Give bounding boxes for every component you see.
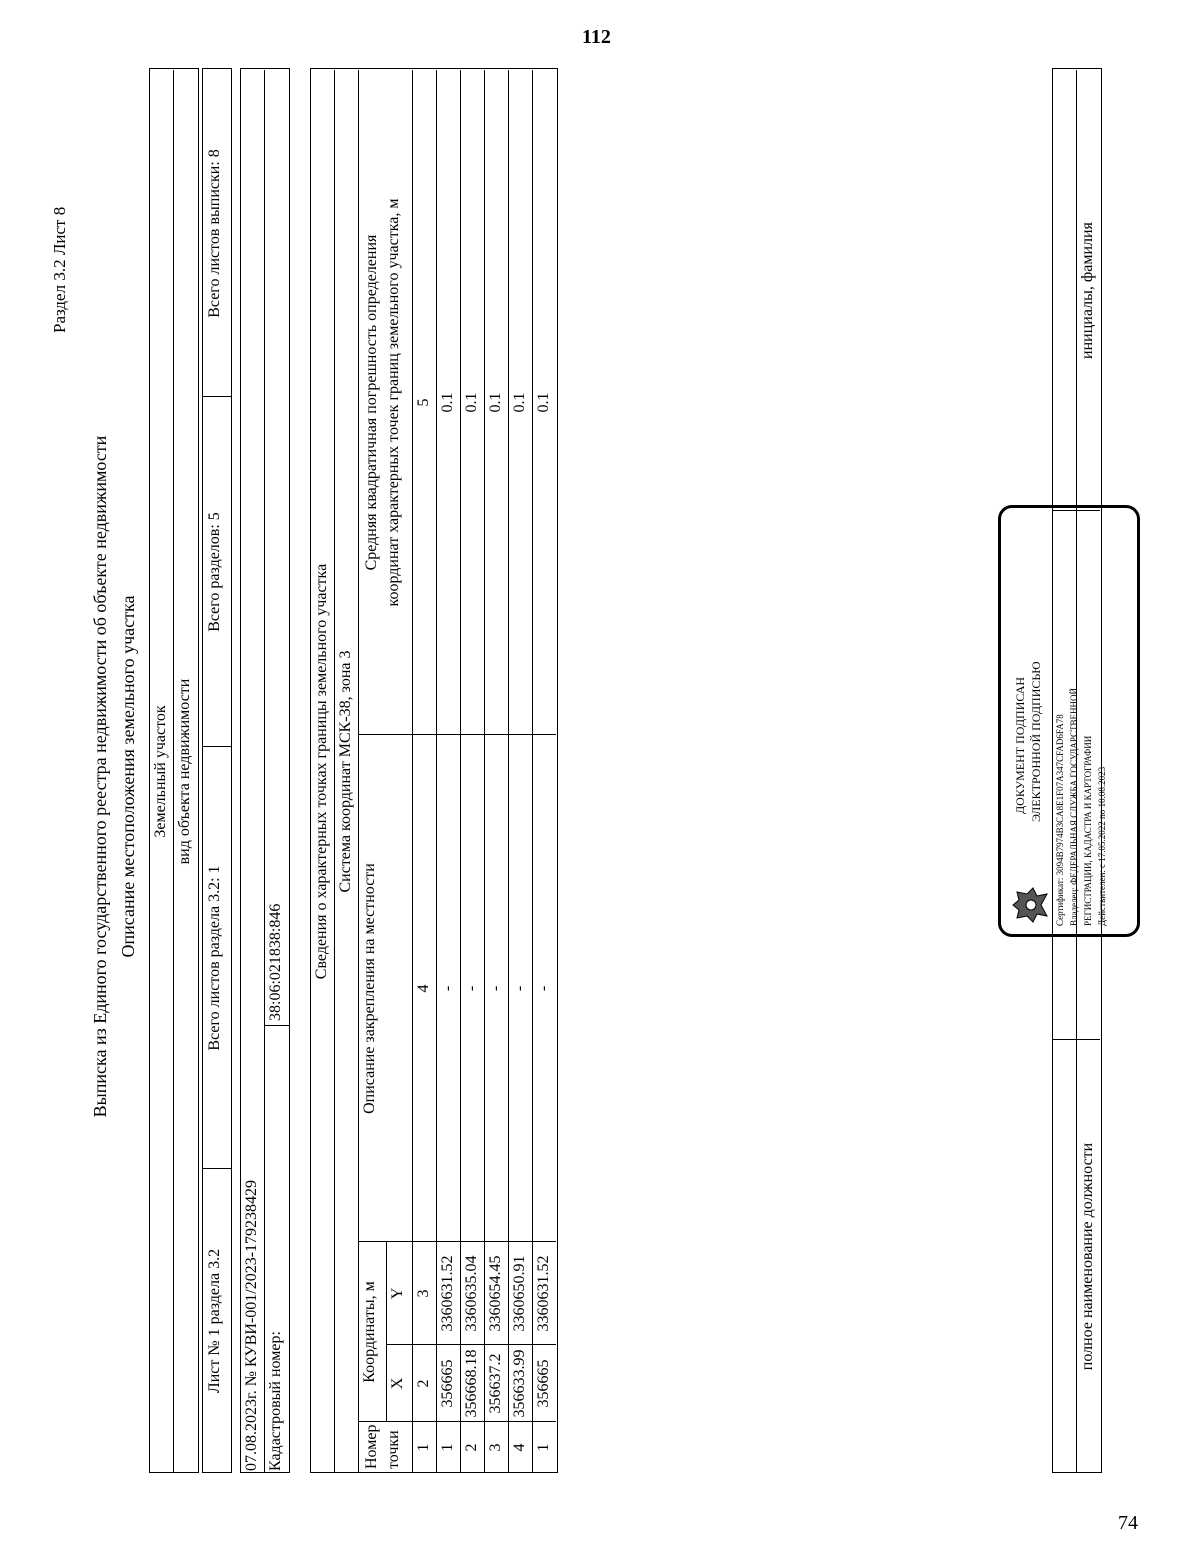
sheets-total: Всего листов выписки: 8: [206, 149, 223, 318]
sheets-in-section: Всего листов раздела 3.2: 1: [206, 865, 223, 1051]
table-cell: 3: [487, 1443, 504, 1452]
col-coords-header: Координаты, м: [361, 1281, 378, 1383]
col-num-1: 1: [415, 1443, 432, 1452]
col-x-header: X: [389, 1377, 406, 1390]
table-cell: 4: [511, 1443, 528, 1452]
col-y-header: Y: [389, 1287, 406, 1300]
table-cell: 0.1: [463, 392, 480, 413]
date-number: 07.08.2023г. № КУВИ-001/2023-179238429: [243, 1179, 260, 1471]
table-cell: 3360631.52: [439, 1255, 456, 1332]
table-cell: -: [463, 985, 480, 992]
col-num-2: 2: [415, 1379, 432, 1388]
table-cell: 3360650.91: [511, 1255, 528, 1332]
cadastral-number: 38:06:021838:846: [267, 903, 284, 1021]
table-cell: 1: [439, 1443, 456, 1452]
name-caption: инициалы, фамилия: [1079, 222, 1096, 359]
table-cell: 0.1: [535, 392, 552, 413]
stamp-owner2: РЕГИСТРАЦИИ, КАДАСТРА И КАРТОГРАФИИ: [1083, 735, 1093, 926]
table-cell: 0.1: [511, 392, 528, 413]
table-cell: 356665: [439, 1359, 456, 1408]
col-err-header: Средняя квадратичная погрешность определения координат характерных точек границ земельного участка, м: [363, 198, 402, 607]
section-label: Раздел 3.2 Лист 8: [50, 206, 69, 333]
stamp-owner1: Владелец: ФЕДЕРАЛЬНАЯ СЛУЖБА ГОСУДАРСТВЕННОЙ: [1069, 687, 1079, 926]
object-type-caption: вид объекта недвижимости: [176, 678, 193, 865]
emblem-icon: [1009, 886, 1053, 924]
table-cell: 2: [463, 1443, 480, 1452]
sheet-number: Лист № 1 раздела 3.2: [206, 1248, 223, 1394]
rotated-document: [40, 40, 1160, 1513]
table-caption: Сведения о характерных точках границы земельного участка: [313, 563, 330, 980]
table-cell: 3360631.52: [535, 1255, 552, 1332]
stamp-cert: Сертификат: 3094B7974B3CA8E1F07A347CFAD6FA78: [1055, 714, 1065, 926]
table-cell: 356633.99: [511, 1349, 528, 1418]
col-num-4: 4: [415, 984, 432, 993]
stamp-line1: ДОКУМЕНТ ПОДПИСАН: [1013, 676, 1027, 814]
e-signature-stamp: [998, 505, 1140, 937]
table-cell: -: [511, 985, 528, 992]
page-number-top: 112: [582, 26, 611, 48]
sections-total: Всего разделов: 5: [206, 512, 223, 632]
coord-system: Система координат МСК-38, зона 3: [337, 650, 354, 893]
table-cell: 0.1: [487, 392, 504, 413]
table-cell: 356665: [535, 1359, 552, 1408]
col-desc-header: Описание закрепления на местности: [361, 863, 378, 1114]
table-cell: 0.1: [439, 392, 456, 413]
stamp-line2: ЭЛЕКТРОННОЙ ПОДПИСЬЮ: [1029, 661, 1043, 822]
document-subtitle: Описание местоположения земельного участка: [118, 595, 138, 958]
table-cell: 3360654.45: [487, 1255, 504, 1332]
page-number-bottom: 74: [1118, 1512, 1138, 1534]
table-cell: 3360635.04: [463, 1255, 480, 1332]
table-cell: 1: [535, 1443, 552, 1452]
document-title: Выписка из Единого государственного реестра недвижимости об объекте недвижимости: [90, 435, 110, 1118]
col-num-5: 5: [415, 398, 432, 407]
table-cell: -: [439, 985, 456, 992]
table-cell: 356668.18: [463, 1349, 480, 1418]
position-caption: полное наименование должности: [1079, 1142, 1096, 1371]
table-cell: 356637.2: [487, 1353, 504, 1414]
table-cell: -: [487, 985, 504, 992]
object-type: Земельный участок: [152, 705, 169, 838]
table-cell: -: [535, 985, 552, 992]
col-point-header: Номер точки: [363, 1424, 402, 1469]
col-num-3: 3: [415, 1289, 432, 1298]
cadastral-label: Кадастровый номер:: [267, 1331, 284, 1471]
stamp-valid: Действителен: с 17.05.2022 по 10.08.2023: [1097, 766, 1107, 926]
